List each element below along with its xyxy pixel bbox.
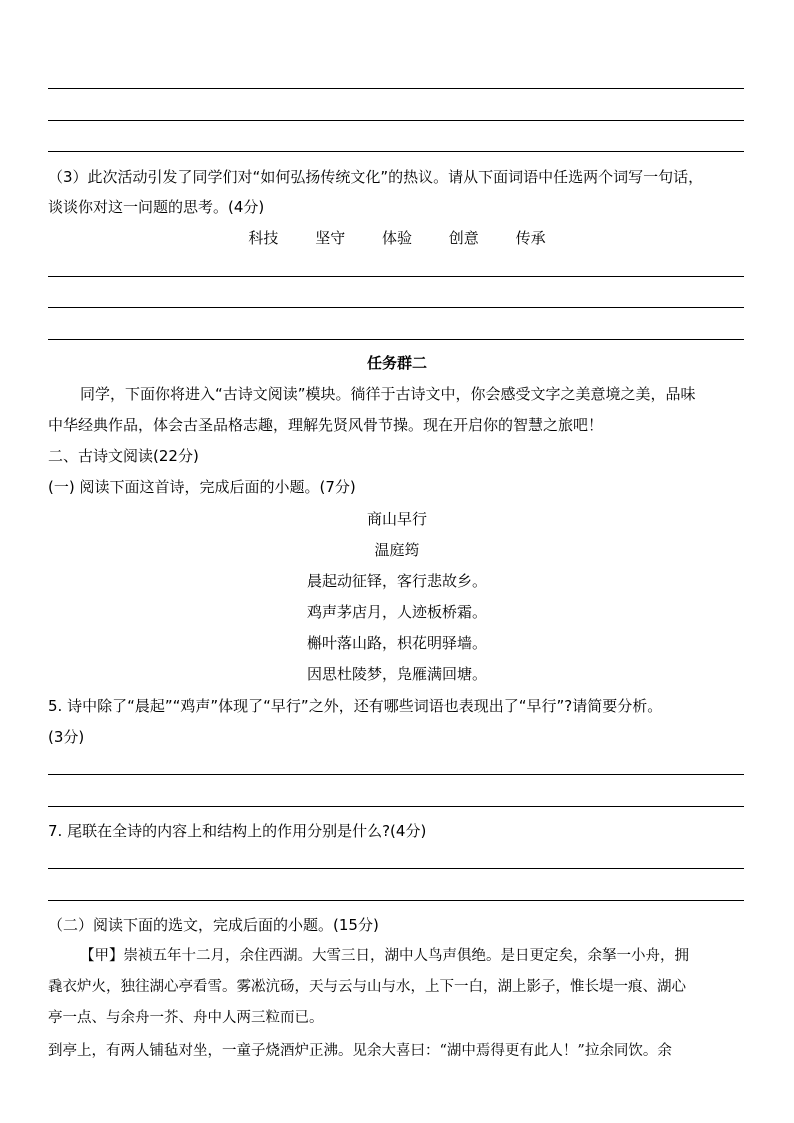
question-5-line2: (3分) xyxy=(48,728,85,746)
section-title: 任务群二 xyxy=(366,354,427,372)
passage-line: 毳衣炉火，独往湖心亭看雪。雾凇沆砀，天与云与山与水，上下一白，湖上影子，惟长堤一痕、湖心 xyxy=(48,979,686,995)
poem-title: 商山早行 xyxy=(366,510,427,528)
answer-line[interactable] xyxy=(48,120,744,121)
passage-line: 亭一点、与余舟一芥、舟中人两三粒而已。 xyxy=(48,1010,324,1026)
word-choice: 坚守 xyxy=(315,229,346,247)
word-choices xyxy=(0,227,794,248)
answer-line[interactable] xyxy=(48,900,744,901)
intro-paragraph-line2: 中华经典作品，体会古圣品格志趣，理解先贤风骨节操。现在开启你的智慧之旅吧！ xyxy=(48,416,604,434)
answer-line[interactable] xyxy=(48,276,744,277)
poem-line: 因思杜陵梦，凫雁满回塘。 xyxy=(306,665,487,683)
section-heading: 二、古诗文阅读(22分) xyxy=(48,447,199,465)
word-choice: 创意 xyxy=(448,229,479,247)
passage-line: 到亭上，有两人铺毡对坐，一童子烧酒炉正沸。见余大喜曰：“湖中焉得更有此人！”拉余同饮。余 xyxy=(48,1043,672,1059)
part1-heading: (一) 阅读下面这首诗，完成后面的小题。(7分) xyxy=(48,478,356,496)
intro-paragraph-line1: 同学，下面你将进入“古诗文阅读”模块。徜徉于古诗文中，你会感受文字之美意境之美，品味 xyxy=(80,385,696,403)
answer-line[interactable] xyxy=(48,868,744,869)
passage-line: 【甲】崇祯五年十二月，余住西湖。大雪三日，湖中人鸟声俱绝。是日更定矣，余拏一小舟，拥 xyxy=(80,948,689,964)
answer-line[interactable] xyxy=(48,151,744,152)
part2-heading: （二）阅读下面的选文，完成后面的小题。(15分) xyxy=(48,916,379,934)
poem-author: 温庭筠 xyxy=(374,541,420,559)
question-5-line1: 5. 诗中除了“晨起”“鸡声”体现了“早行”之外，还有哪些词语也表现出了“早行”?请简要分析。 xyxy=(48,697,663,715)
poem-line: 晨起动征铎，客行悲故乡。 xyxy=(306,572,487,590)
answer-line[interactable] xyxy=(48,806,744,807)
word-choice: 传承 xyxy=(515,229,546,247)
question-3-line2: 谈谈你对这一问题的思考。(4分) xyxy=(48,198,265,216)
answer-line[interactable] xyxy=(48,307,744,308)
answer-line[interactable] xyxy=(48,88,744,89)
question-3-line1: （3）此次活动引发了同学们对“如何弘扬传统文化”的热议。请从下面词语中任选两个词写一句话， xyxy=(48,168,704,186)
word-choice: 体验 xyxy=(381,229,412,247)
answer-line[interactable] xyxy=(48,774,744,775)
answer-line[interactable] xyxy=(48,339,744,340)
poem-line: 鸡声茅店月，人迹板桥霜。 xyxy=(306,603,487,621)
word-choice: 科技 xyxy=(248,229,279,247)
question-7: 7. 尾联在全诗的内容上和结构上的作用分别是什么?(4分) xyxy=(48,822,427,840)
poem-line: 槲叶落山路，枳花明驿墙。 xyxy=(306,634,487,652)
